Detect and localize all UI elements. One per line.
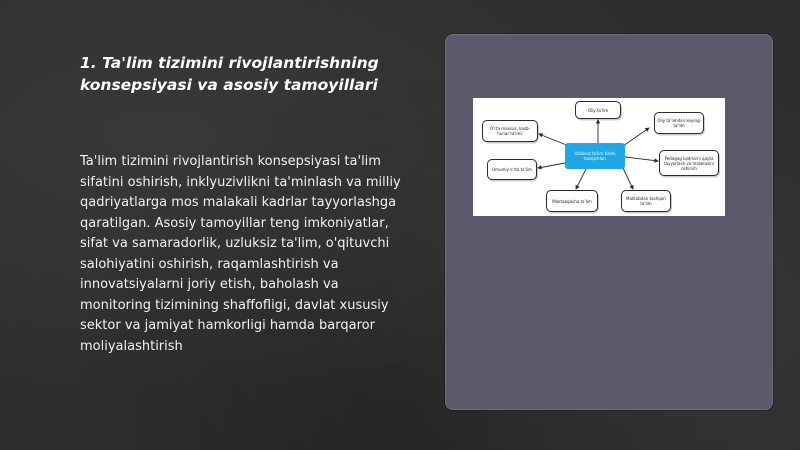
arrow-to-bottom-right xyxy=(623,168,633,189)
arrow-to-left xyxy=(538,163,565,168)
diagram-center-node: Uzluksiz ta'lim tizimi bosqichlari xyxy=(565,143,625,169)
diagram-node-left: Umumiy o'rta ta'lim xyxy=(487,159,537,180)
diagram-node-right: Pedagog kadrlarni qayta tayyorlash va malakasini oshirish xyxy=(659,150,719,176)
arrow-to-bottom xyxy=(576,169,586,189)
diagram-node-top-right: Oliy ta'limdan keyingi ta'lim xyxy=(654,112,704,134)
arrow-to-right xyxy=(625,157,658,161)
diagram-node-bottom: Maktabgacha ta'lim xyxy=(546,190,598,212)
image-panel xyxy=(445,34,773,410)
diagram-node-top: Oliy ta'lim xyxy=(575,101,621,119)
slide-body-text: Ta'lim tizimini rivojlantirish konsepsiyasi ta'lim sifatini oshirish, inklyuzivlikni ta'minlash va milliy qadriyatlarga mos malakali kadrlar tayyorlashga qaratilgan. Asosiy tamoyillar teng imkoniyatlar, sifat va samaradorlik, uzluksiz ta'lim, o'qituvchi salohiyatini oshirish, raqamlashtirish va innovatsiyalarni joriy etish, baholash va monitoring tizimining shaffofligi, davlat xususiy sektor va jamiyat hamkorligi hamda barqaror moliyalashtirish xyxy=(80,154,401,354)
mind-map-diagram xyxy=(473,98,725,216)
diagram-node-bottom-right: Maktabdan tashqari ta'lim xyxy=(621,190,671,212)
slide-title: 1. Ta'lim tizimini rivojlantirishning konsepsiyasi va asosiy tamoyillari xyxy=(80,54,379,94)
diagram-node-top-left: O'rta maxsus, kasb-hunar ta'limi xyxy=(482,120,538,142)
arrow-to-top-right xyxy=(623,128,649,146)
